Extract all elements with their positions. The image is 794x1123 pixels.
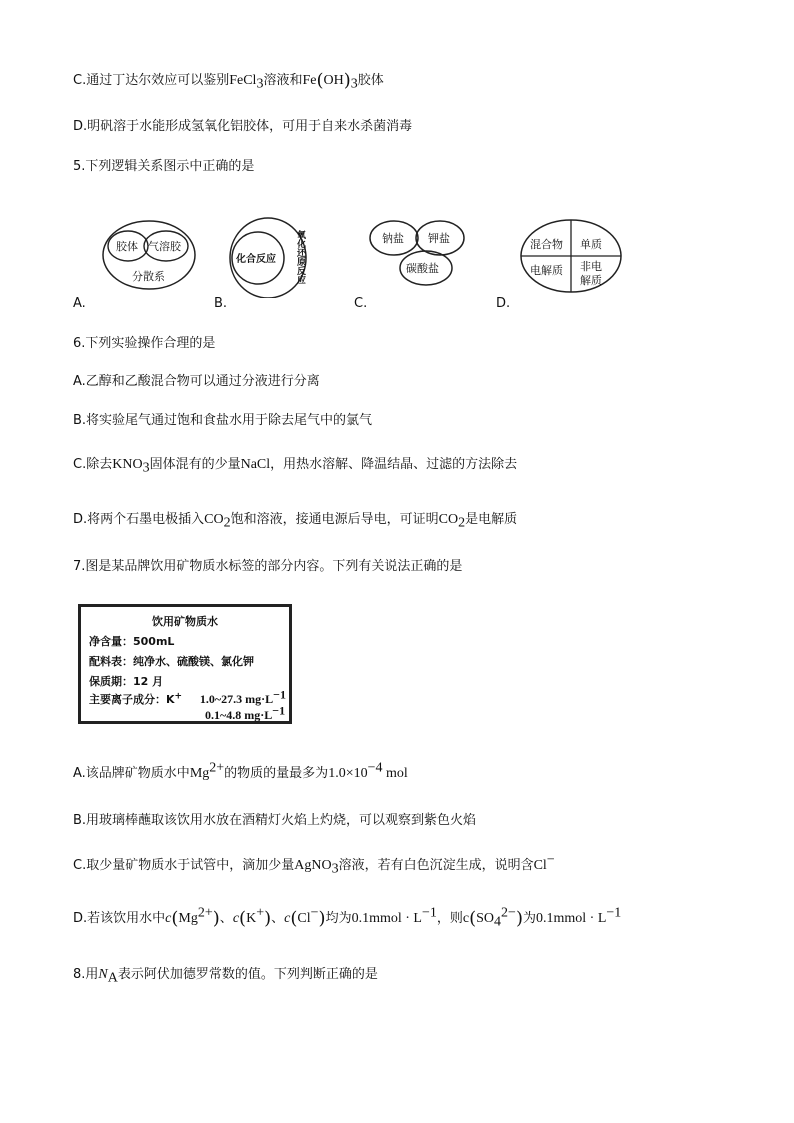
q5b-inner-label: 化合反应 xyxy=(236,254,276,265)
q7-stem: 7.图是某品牌饮用矿物质水标签的部分内容。下列有关说法正确的是 xyxy=(73,559,463,574)
q5d-bl-label: 电解质 xyxy=(530,264,563,277)
mineral-water-label xyxy=(78,604,292,724)
label-ingredients: 配料表：纯净水、硫酸镁、氯化钾 xyxy=(89,655,254,668)
q6-option-d: D.将两个石墨电极插入$CO_2$饱和溶液，接通电源后导电，可证明$CO_2$是电解质 xyxy=(73,512,518,531)
q5-diagram-b xyxy=(228,216,318,298)
q6-option-a: A.乙醇和乙酸混合物可以通过分液进行分离 xyxy=(73,374,320,389)
q5b-side-label: 氧化还原反应 xyxy=(295,230,305,284)
q7-option-d: D.若该饮用水中$c(Mg^{2+})$、c(K+)、c(Cl−)均为0.1mmol · $L^{-1}$，则$c(SO_4^{2-})$为0.1mmol · $L^{-1}$ xyxy=(73,905,622,930)
q6-stem: 6.下列实验操作合理的是 xyxy=(73,336,216,351)
q5a-left-label: 胶体 xyxy=(116,240,138,253)
q5c-c3-label: 碳酸盐 xyxy=(406,262,439,275)
q5-option-d-label: D. xyxy=(496,296,511,311)
q5-stem: 5.下列逻辑关系图示中正确的是 xyxy=(73,159,255,174)
q5-diagram-c xyxy=(368,218,478,288)
q4-option-d: D.明矾溶于水能形成氢氧化铝胶体，可用于自来水杀菌消毒 xyxy=(73,119,413,134)
q5-diagram-d xyxy=(518,218,628,296)
label-title: 饮用矿物质水 xyxy=(152,615,218,628)
q5c-c2-label: 钾盐 xyxy=(428,232,450,245)
q7-option-a: A.该品牌矿物质水中$Mg^{2+}$的物质的量最多为$1.0\times 10^{-4}$ mol xyxy=(73,760,408,781)
label-ions-mg: 0.1~4.8 $mg\cdot L^{-1}$ xyxy=(205,703,286,722)
q5-option-a-label: A. xyxy=(73,296,86,311)
q5d-tl-label: 混合物 xyxy=(530,238,563,251)
q6-option-b: B.将实验尾气通过饱和食盐水用于除去尾气中的氯气 xyxy=(73,413,373,428)
label-shelf-life: 保质期：12 月 xyxy=(89,675,164,688)
q4-option-c: C.通过丁达尔效应可以鉴别FeCl$_3$溶液和$Fe(OH)_3$胶体 xyxy=(73,70,384,92)
label-net-content: 净含量：500mL xyxy=(89,635,175,648)
q6-option-c: C.除去$KNO_3$固体混有的少量NaCl，用热水溶解、降温结晶、过滤的方法除去 xyxy=(73,457,518,476)
q7-option-b: B.用玻璃棒蘸取该饮用水放在酒精灯火焰上灼烧，可以观察到紫色火焰 xyxy=(73,813,477,828)
q5d-br2-label: 解质 xyxy=(580,274,602,287)
q8-stem: 8.用$N_A$表示阿伏加德罗常数的值。下列判断正确的是 xyxy=(73,967,378,986)
q7-option-c: C.取少量矿物质水于试管中，滴加少量AgNO$_3$溶液，若有白色沉淀生成，说明含Cl− xyxy=(73,852,555,877)
q5-diagram-a xyxy=(100,218,200,293)
q5c-c1-label: 钠盐 xyxy=(382,232,404,245)
q5a-outer-label: 分散系 xyxy=(132,270,165,283)
q5d-tr-label: 单质 xyxy=(580,238,602,251)
q5a-right-label: 气溶胶 xyxy=(148,240,181,253)
q5-option-b-label: B. xyxy=(214,296,228,311)
q5d-br1-label: 非电 xyxy=(580,260,602,273)
label-ions-k: 主要离子成分：K+ 1.0~27.3 $mg\cdot L^{-1}$ xyxy=(89,687,287,706)
q5-option-c-label: C. xyxy=(354,296,368,311)
